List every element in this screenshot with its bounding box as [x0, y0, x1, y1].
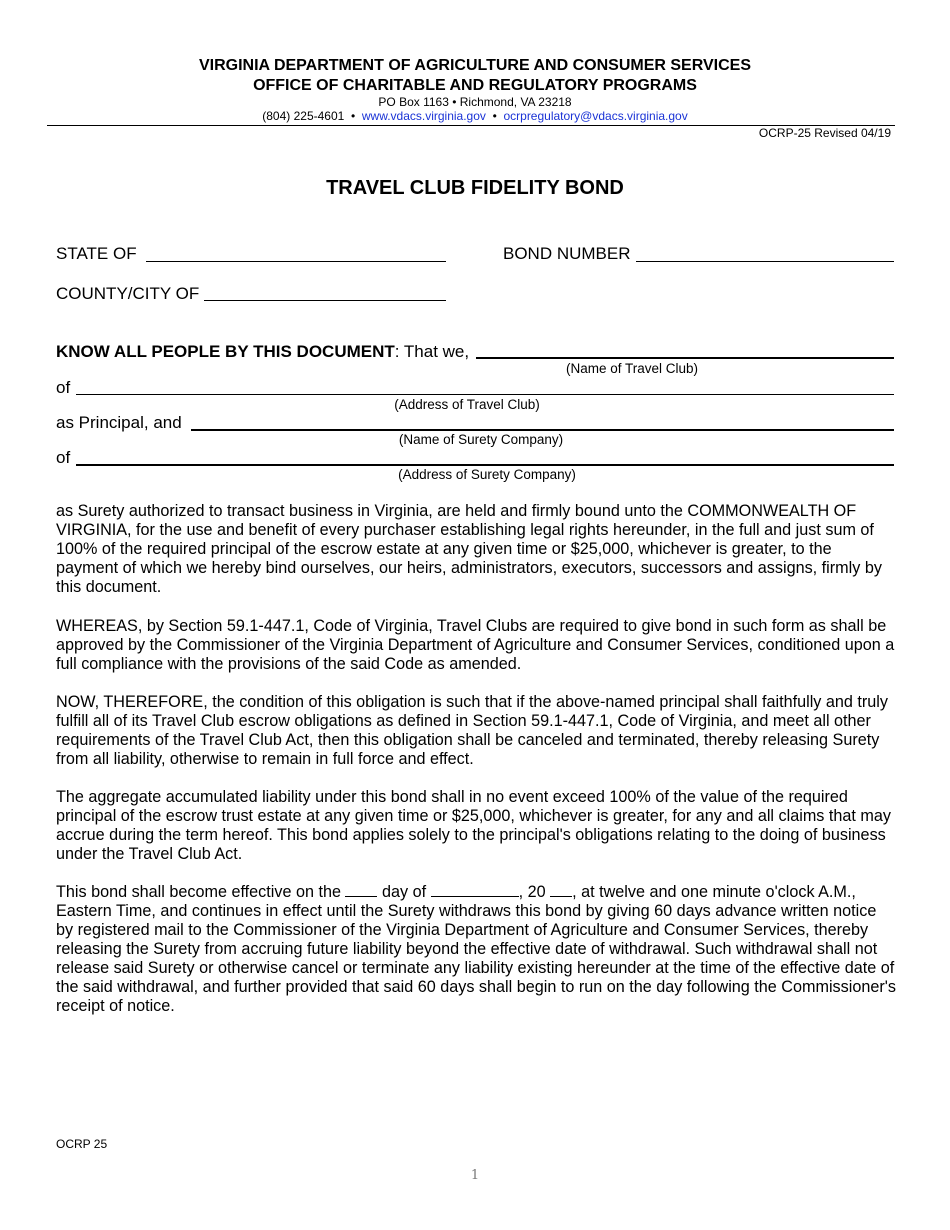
state-of-label: STATE OF [56, 244, 137, 263]
office-name: OFFICE OF CHARITABLE AND REGULATORY PROGRAMS [253, 77, 697, 94]
surety-name-field[interactable] [191, 429, 894, 431]
phone-number: (804) 225-4601 [262, 109, 345, 123]
surety-name-caption: (Name of Surety Company) [398, 432, 564, 447]
county-city-field[interactable] [204, 300, 446, 301]
mailing-address: PO Box 1163 • Richmond, VA 23218 [378, 95, 572, 109]
surety-address-caption: (Address of Surety Company) [398, 467, 576, 482]
website-link[interactable]: www.vdacs.virginia.gov [361, 109, 486, 123]
county-city-label: COUNTY/CITY OF [56, 284, 200, 303]
know-all-text: : That we, [394, 342, 470, 361]
as-principal-label: as Principal, and [56, 413, 182, 432]
travel-club-address-caption: (Address of Travel Club) [394, 397, 540, 412]
paragraph-liability: The aggregate accumulated liability under this bond shall in no event exceed 100% of the value of the required principal of the escrow trust estate at any given time or $25,000, whichever is greater, for any and all claims that may accrue during the term hereof. This bond applies solely to the principal's obligations relating to the doing of business under the Travel Club Act. [56, 788, 891, 863]
month-field[interactable] [431, 895, 519, 897]
footer-form-code: OCRP 25 [56, 1137, 108, 1151]
year-field[interactable] [550, 895, 572, 897]
state-of-field[interactable] [146, 261, 446, 262]
document-title: TRAVEL CLUB FIDELITY BOND [326, 177, 624, 199]
effective-text-c: , 20 [518, 883, 546, 901]
of-label: of [56, 378, 71, 397]
surety-address-field[interactable] [76, 464, 894, 466]
paragraph-surety: as Surety authorized to transact business in Virginia, are held and firmly bound unto the COMMONWEALTH OF VIRGINIA, for the use and benefit of every purchaser establishing legal rights hereunder, in the full and just sum of 100% of the required principal of the escrow estate at any given time or $25,000, whichever is greater, to the payment of which we hereby bind ourselves, our heirs, administrators, executors, successors and assigns, firmly by this document. [56, 502, 882, 596]
separator: • [350, 109, 356, 123]
day-field[interactable] [345, 895, 377, 897]
effective-text-a: This bond shall become effective on the [56, 883, 341, 901]
paragraph-whereas: WHEREAS, by Section 59.1-447.1, Code of Virginia, Travel Clubs are required to give bond in such form as shall be approved by the Commissioner of the Virginia Department of Agriculture and Consumer Services, conditioned upon a full compliance with the provisions of the said Code as amended. [56, 617, 895, 673]
travel-club-address-field[interactable] [76, 394, 894, 395]
effective-text-d: , at twelve and one minute o'clock A.M., Eastern Time, and continues in effect until the Surety withdraws this bond by giving 60 days advance written notice by registered mail to the Commissioner of the Virginia Department of Agriculture and Consumer Services, thereby releasing the Surety from accruing future liability beyond the effective date of withdrawal. Such withdrawal shall not release said Surety or otherwise cancel or terminate any liability existing hereunder at the time of the effective date of the said withdrawal, and further provided that said 60 days shall begin to run on the day following the Commissioner's receipt of notice. [56, 883, 896, 1015]
know-all-statement [56, 342, 469, 362]
email-link[interactable]: ocrpregulatory@vdacs.virginia.gov [503, 109, 688, 123]
form-id: OCRP-25 Revised 04/19 [758, 126, 891, 140]
paragraph-effective-date [56, 883, 896, 1016]
travel-club-name-caption: (Name of Travel Club) [565, 361, 699, 376]
know-all-heading: KNOW ALL PEOPLE BY THIS DOCUMENT [56, 342, 395, 361]
of-label: of [56, 448, 71, 467]
effective-text-b: day of [381, 883, 427, 901]
travel-club-name-field[interactable] [476, 357, 894, 359]
bond-number-label: BOND NUMBER [503, 244, 631, 263]
separator: • [492, 109, 497, 123]
contact-line [0, 109, 950, 123]
paragraph-now-therefore: NOW, THEREFORE, the condition of this obligation is such that if the above-named principal shall faithfully and truly fulfill all of its Travel Club escrow obligations as defined in Section 59.1-447.1, Code of Virginia, and meet all other requirements of the Travel Club Act, then this obligation shall be canceled and terminated, thereby releasing Surety from all liability, otherwise to remain in full force and effect. [56, 693, 888, 768]
bond-number-field[interactable] [636, 261, 894, 262]
agency-name: VIRGINIA DEPARTMENT OF AGRICULTURE AND CONSUMER SERVICES [198, 57, 752, 74]
page-number: 1 [470, 1168, 480, 1183]
